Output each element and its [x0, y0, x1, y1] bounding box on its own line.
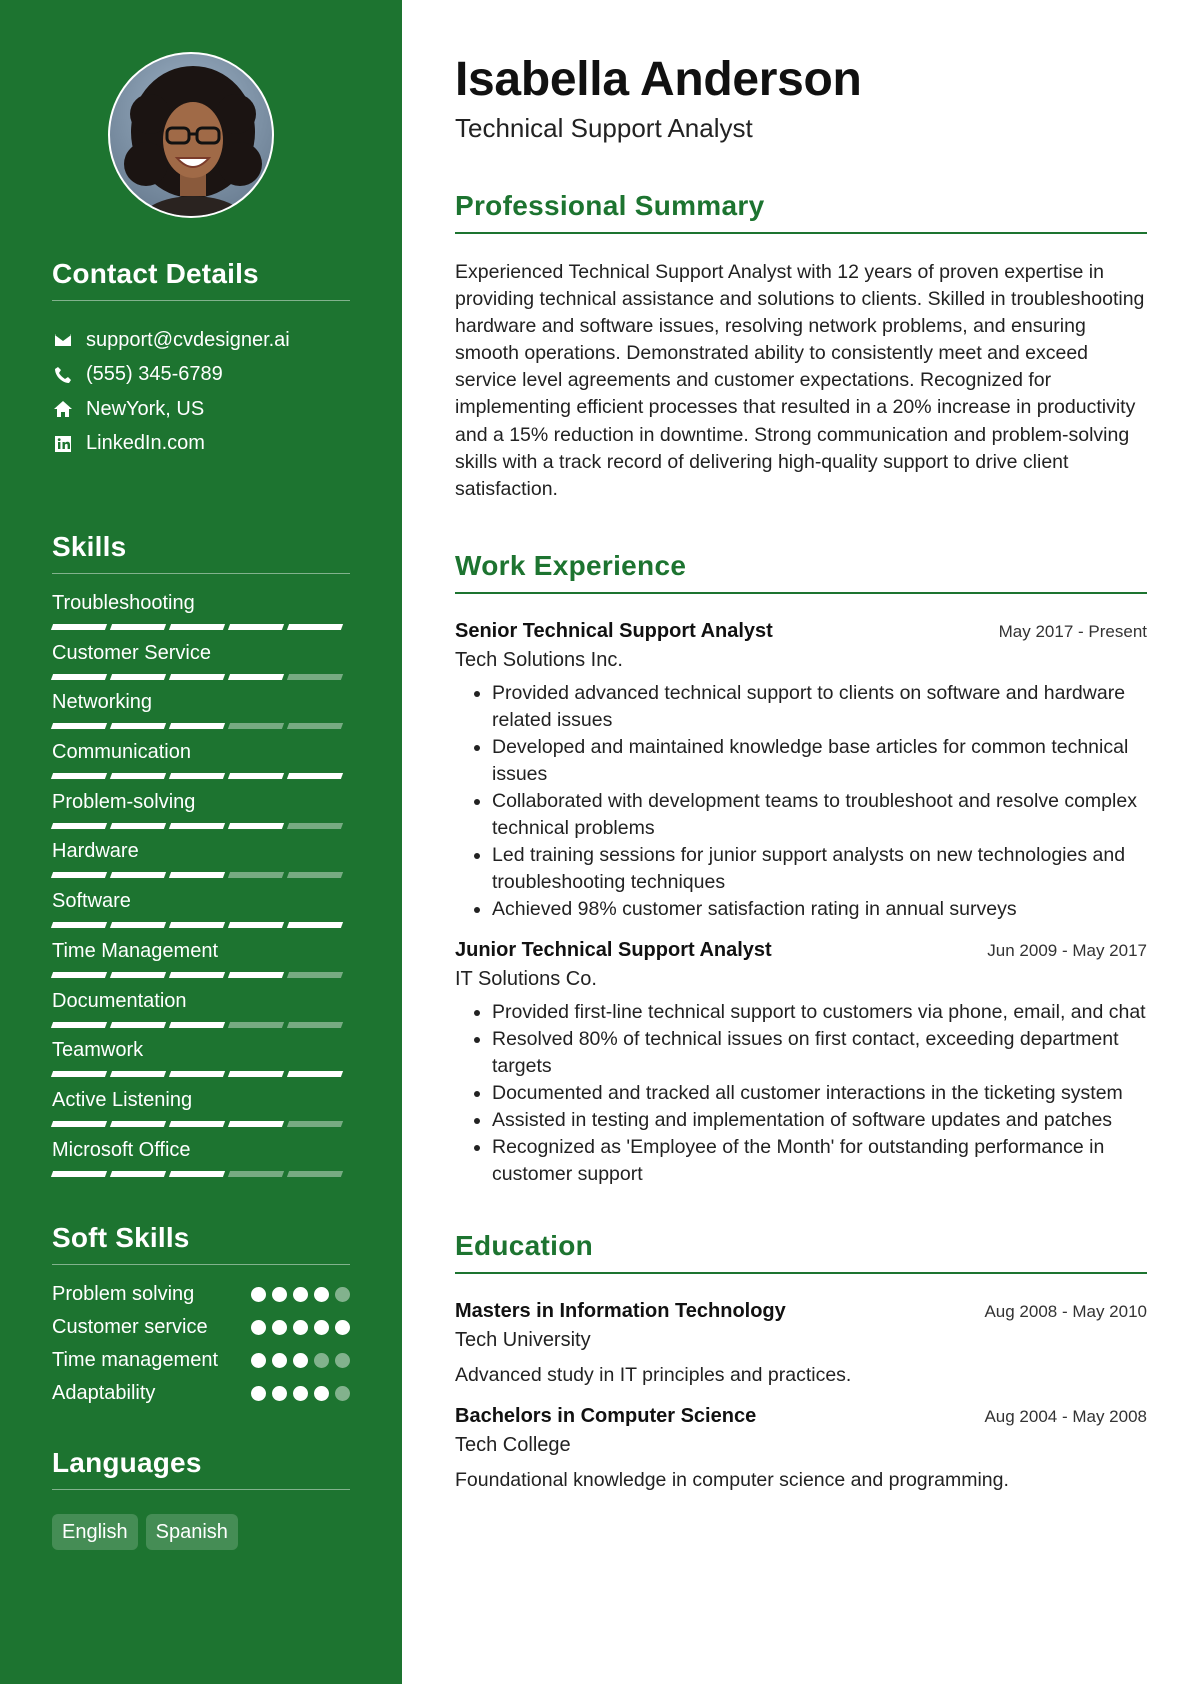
rating-dot	[251, 1287, 266, 1302]
skill-level-segment	[287, 1022, 343, 1028]
education-header	[455, 1300, 1147, 1323]
soft-skill-list	[52, 1281, 350, 1407]
skill-level-bar	[52, 972, 350, 978]
contact-list	[52, 323, 350, 461]
job-bullets	[455, 680, 1147, 923]
skill-level-segment	[110, 972, 166, 978]
job-title: Senior Technical Support Analyst	[455, 619, 773, 642]
home-icon	[52, 398, 74, 420]
skill-level-segment	[110, 1071, 166, 1077]
skill-name: Teamwork	[52, 1039, 144, 1062]
skill-level-segment	[51, 823, 107, 829]
skill-level-segment	[169, 674, 225, 680]
skill-level-segment	[51, 674, 107, 680]
rating-dot	[335, 1320, 350, 1335]
skill-level-segment	[228, 823, 284, 829]
skill-name: Communication	[52, 741, 191, 764]
contact-linkedin[interactable]	[52, 427, 350, 462]
skill-level-segment	[110, 773, 166, 779]
skill-level-segment	[228, 922, 284, 928]
soft-skills-heading: Soft Skills	[52, 1222, 350, 1265]
skill-item	[52, 789, 350, 839]
rating-dot	[314, 1386, 329, 1401]
languages-heading: Languages	[52, 1447, 350, 1490]
skill-item	[52, 739, 350, 789]
job-bullet: • Achieved 98% customer satisfaction rating in annual surveys	[492, 896, 1147, 923]
skill-level-segment	[228, 773, 284, 779]
skill-name: Troubleshooting	[52, 592, 195, 614]
skill-item	[52, 888, 350, 938]
job-bullet: • Collaborated with development teams to troubleshoot and resolve complex technical problems	[492, 788, 1147, 842]
school-name: Tech University	[455, 1328, 591, 1351]
main-content	[455, 52, 1147, 1492]
skill-level-segment	[287, 872, 343, 878]
rating-dot	[335, 1287, 350, 1302]
skill-level-segment	[169, 1022, 225, 1028]
skill-level-segment	[169, 823, 225, 829]
skill-level-segment	[51, 872, 107, 878]
soft-skill-rating	[251, 1320, 350, 1335]
envelope-icon	[52, 329, 74, 351]
education-header	[455, 1405, 1147, 1428]
job-bullet: • Led training sessions for junior support analysts on new technologies and troubleshooting techniques	[492, 842, 1147, 896]
skill-level-segment	[51, 624, 107, 630]
skill-level-segment	[228, 674, 284, 680]
skill-level-segment	[169, 972, 225, 978]
skill-level-segment	[287, 1121, 343, 1127]
skill-level-segment	[287, 773, 343, 779]
soft-skill-name: Customer service	[52, 1316, 208, 1339]
rating-dot	[272, 1353, 287, 1368]
job-list	[455, 620, 1147, 1188]
skill-level-segment	[228, 1022, 284, 1028]
skill-level-segment	[228, 1171, 284, 1177]
skill-level-segment	[169, 1171, 225, 1177]
job-bullet: • Documented and tracked all customer interactions in the ticketing system	[492, 1080, 1147, 1107]
skill-level-bar	[52, 922, 350, 928]
soft-skill-item	[52, 1281, 350, 1308]
skill-level-bar	[52, 674, 350, 680]
soft-skill-name: Time management	[52, 1349, 218, 1372]
rating-dot	[293, 1386, 308, 1401]
skill-level-segment	[110, 922, 166, 928]
skill-level-segment	[110, 1171, 166, 1177]
skill-level-segment	[169, 922, 225, 928]
language-list	[52, 1514, 350, 1550]
education-description: Foundational knowledge in computer science and programming.	[455, 1468, 1009, 1491]
skill-name: Customer Service	[52, 641, 211, 664]
job-entry	[455, 939, 1147, 1188]
skill-item	[52, 640, 350, 690]
job-bullet: • Developed and maintained knowledge base articles for common technical issues	[492, 734, 1147, 788]
skill-level-segment	[228, 723, 284, 729]
degree-title: Bachelors in Computer Science	[455, 1404, 757, 1427]
profile-photo-illustration	[110, 54, 274, 218]
rating-dot	[314, 1287, 329, 1302]
contact-location-text: NewYork, US	[86, 397, 205, 420]
job-date: Jun 2009 - May 2017	[987, 940, 1147, 960]
skill-level-bar	[52, 823, 350, 829]
skill-item	[52, 938, 350, 988]
soft-skill-item	[52, 1380, 350, 1407]
skill-name: Documentation	[52, 989, 187, 1012]
work-heading: Work Experience	[455, 550, 1147, 594]
skill-name: Time Management	[52, 939, 218, 962]
rating-dot	[251, 1320, 266, 1335]
job-company: Tech Solutions Inc.	[455, 648, 623, 671]
skill-item	[52, 1087, 350, 1137]
skill-level-segment	[51, 922, 107, 928]
job-bullet: • Provided first-line technical support to customers via phone, email, and chat	[492, 999, 1147, 1026]
summary-heading: Professional Summary	[455, 190, 1147, 234]
soft-skill-name: Adaptability	[52, 1382, 156, 1405]
soft-skill-item	[52, 1314, 350, 1341]
skill-level-segment	[169, 624, 225, 630]
contact-details-heading: Contact Details	[52, 258, 350, 301]
job-bullet: • Resolved 80% of technical issues on first contact, exceeding department targets	[492, 1026, 1147, 1080]
job-company: IT Solutions Co.	[455, 967, 597, 990]
skill-level-bar	[52, 1171, 350, 1177]
job-bullets	[455, 999, 1147, 1188]
skill-level-bar	[52, 1121, 350, 1127]
education-heading: Education	[455, 1230, 1147, 1274]
education-date: Aug 2008 - May 2010	[984, 1301, 1147, 1321]
skill-item	[52, 590, 350, 640]
skills-heading: Skills	[52, 531, 350, 574]
skill-level-segment	[228, 872, 284, 878]
rating-dot	[251, 1386, 266, 1401]
skill-level-bar	[52, 872, 350, 878]
skill-name: Microsoft Office	[52, 1138, 191, 1161]
candidate-name: Isabella Anderson	[455, 53, 862, 106]
rating-dot	[272, 1287, 287, 1302]
skill-level-bar	[52, 1071, 350, 1077]
education-description: Advanced study in IT principles and practices.	[455, 1363, 852, 1386]
rating-dot	[251, 1353, 266, 1368]
skill-name: Problem-solving	[52, 790, 196, 813]
skill-level-segment	[51, 773, 107, 779]
rating-dot	[293, 1320, 308, 1335]
job-header	[455, 939, 1147, 962]
job-bullet: • Provided advanced technical support to clients on software and hardware related issues	[492, 680, 1147, 734]
rating-dot	[293, 1353, 308, 1368]
skill-level-segment	[51, 1022, 107, 1028]
job-date: May 2017 - Present	[998, 621, 1147, 641]
contact-linkedin-text: LinkedIn.com	[86, 432, 205, 455]
school-name: Tech College	[455, 1433, 571, 1456]
contact-phone[interactable]	[52, 358, 350, 393]
job-header	[455, 620, 1147, 643]
skill-level-segment	[287, 723, 343, 729]
skill-level-segment	[110, 624, 166, 630]
skill-level-segment	[228, 972, 284, 978]
skill-level-bar	[52, 773, 350, 779]
skill-level-segment	[110, 872, 166, 878]
education-entry	[455, 1405, 1147, 1492]
skill-level-segment	[169, 1071, 225, 1077]
skill-level-segment	[110, 823, 166, 829]
skill-level-segment	[110, 723, 166, 729]
skill-level-segment	[169, 723, 225, 729]
profile-photo	[108, 52, 274, 218]
soft-skill-name: Problem solving	[52, 1283, 195, 1306]
skill-level-bar	[52, 624, 350, 630]
skill-level-segment	[287, 972, 343, 978]
skill-level-bar	[52, 723, 350, 729]
skill-level-segment	[228, 624, 284, 630]
language-tag: Spanish	[146, 1514, 238, 1550]
skill-item	[52, 988, 350, 1038]
skill-level-segment	[228, 1071, 284, 1077]
skill-level-segment	[287, 674, 343, 680]
education-list	[455, 1300, 1147, 1492]
sidebar	[0, 0, 402, 1684]
rating-dot	[272, 1320, 287, 1335]
skill-name: Hardware	[52, 840, 139, 863]
contact-location	[52, 392, 350, 427]
skill-level-segment	[287, 624, 343, 630]
skill-level-segment	[110, 1022, 166, 1028]
rating-dot	[314, 1353, 329, 1368]
skill-level-segment	[110, 1121, 166, 1127]
soft-skill-rating	[251, 1287, 350, 1302]
soft-skill-rating	[251, 1386, 350, 1401]
skill-name: Networking	[52, 691, 153, 714]
soft-skill-rating	[251, 1353, 350, 1368]
skill-level-segment	[51, 1121, 107, 1127]
rating-dot	[335, 1353, 350, 1368]
skill-item	[52, 1137, 350, 1187]
skill-level-segment	[169, 1121, 225, 1127]
skill-name: Software	[52, 890, 131, 913]
skill-item	[52, 689, 350, 739]
phone-icon	[52, 364, 74, 386]
skill-level-segment	[169, 773, 225, 779]
skill-level-segment	[51, 972, 107, 978]
job-bullet: • Recognized as 'Employee of the Month' for outstanding performance in customer support	[492, 1134, 1147, 1188]
rating-dot	[293, 1287, 308, 1302]
rating-dot	[314, 1320, 329, 1335]
summary-text: Experienced Technical Support Analyst with 12 years of proven expertise in providing technical assistance and solutions to clients. Skilled in troubleshooting hardware and software issues, resolving network problems, and ensuring smooth operations. Demonstrated ability to consistently meet and exceed service level agreements and customer expectations. Recognized for implementing efficient processes that resulted in a 20% increase in productivity and a 15% reduction in downtime. Strong communication and problem-solving skills with a track record of delivering high-quality support to drive client satisfaction.	[455, 261, 1145, 500]
skill-list	[52, 590, 350, 1186]
soft-skill-item	[52, 1347, 350, 1374]
skill-level-segment	[287, 1071, 343, 1077]
skill-level-segment	[228, 1121, 284, 1127]
rating-dot	[272, 1386, 287, 1401]
skill-level-segment	[51, 1171, 107, 1177]
degree-title: Masters in Information Technology	[455, 1299, 786, 1322]
job-bullet: • Assisted in testing and implementation of software updates and patches	[492, 1107, 1147, 1134]
skill-level-segment	[51, 1071, 107, 1077]
rating-dot	[335, 1386, 350, 1401]
skill-item	[52, 1037, 350, 1087]
contact-phone-text: (555) 345-6789	[86, 363, 223, 386]
education-entry	[455, 1300, 1147, 1387]
skill-level-segment	[287, 1171, 343, 1177]
skill-level-bar	[52, 1022, 350, 1028]
contact-email[interactable]	[52, 323, 350, 358]
skill-level-segment	[110, 674, 166, 680]
job-entry	[455, 620, 1147, 923]
skill-name: Active Listening	[52, 1088, 193, 1111]
education-date: Aug 2004 - May 2008	[984, 1406, 1147, 1426]
skill-level-segment	[169, 872, 225, 878]
candidate-role: Technical Support Analyst	[455, 113, 753, 143]
language-tag: English	[52, 1514, 138, 1550]
skill-item	[52, 838, 350, 888]
linkedin-icon	[52, 433, 74, 455]
skill-level-segment	[287, 823, 343, 829]
job-title: Junior Technical Support Analyst	[455, 938, 772, 961]
skill-level-segment	[51, 723, 107, 729]
skill-level-segment	[287, 922, 343, 928]
contact-email-text: support@cvdesigner.ai	[86, 328, 290, 351]
